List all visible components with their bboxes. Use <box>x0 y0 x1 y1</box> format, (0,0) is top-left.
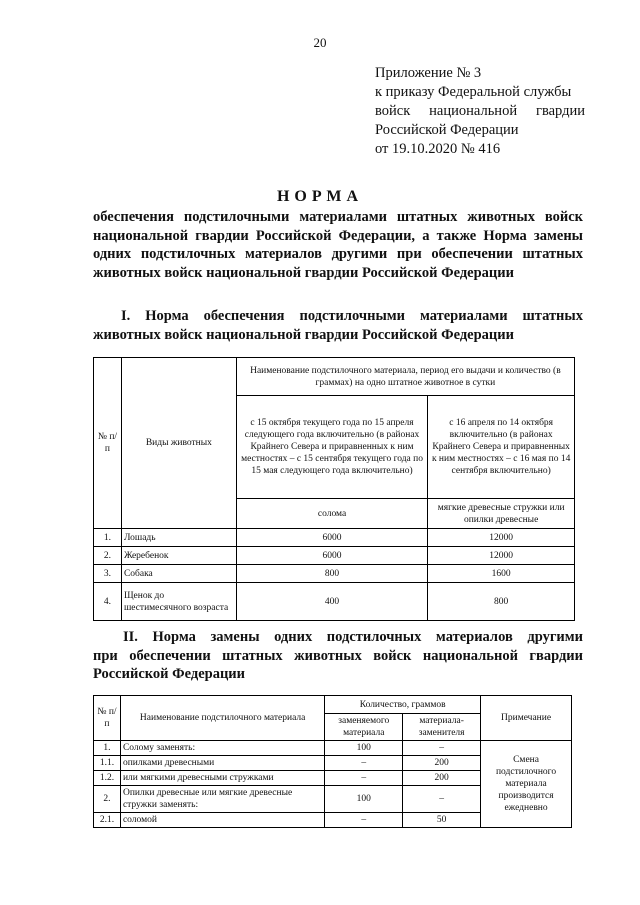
row-animal: Щенок до шестимесячного возраста <box>121 583 236 621</box>
col-note-header: Примечание <box>481 696 572 741</box>
row-replaced: – <box>325 756 403 771</box>
col-replacing-header: материала-заменителя <box>403 714 481 741</box>
section2-title-line: при обеспечении штатных животных войск национальной гвардии <box>93 647 583 664</box>
heading-line: национальной гвардии Российской Федерации, а также Норма замены <box>93 227 583 244</box>
section2-title-line: Российской Федерации <box>93 666 246 682</box>
row-name: или мягкими древесными стружками <box>120 771 324 786</box>
row-num: 4. <box>94 583 122 621</box>
row-replacing: – <box>403 786 481 813</box>
col-group-header: Наименование подстилочного материала, период его выдачи и количество (в граммах) на одно штатное животное в сутки <box>236 358 574 396</box>
row-num: 1. <box>94 741 121 756</box>
row-num: 1. <box>94 529 122 547</box>
row-replacing: 200 <box>403 771 481 786</box>
row-replacing: 50 <box>403 813 481 828</box>
material-straw-header: солома <box>236 499 428 529</box>
row-replaced: – <box>325 771 403 786</box>
row-replaced: 100 <box>325 786 403 813</box>
row-replacing: – <box>403 741 481 756</box>
row-value-straw: 800 <box>236 565 428 583</box>
page-number: 20 <box>313 35 327 50</box>
section2-title-line: II. Норма замены одних подстилочных материалов другими <box>123 629 583 645</box>
row-name: Солому заменять: <box>120 741 324 756</box>
appendix-line: войск национальной гвардии <box>375 103 585 119</box>
col-name-header: Наименование подстилочного материала <box>120 696 324 741</box>
table-row <box>94 529 575 547</box>
row-num: 2. <box>94 547 122 565</box>
period-winter-header: с 15 октября текущего года по 15 апреля следующего года включительно (в районах Крайнего Севера и приравненных к ним местностях – с 15 сентября текущего года по 15 мая следующего года включительно) <box>236 396 428 499</box>
col-num-header: № п/п <box>94 358 122 529</box>
section2-title <box>93 628 583 684</box>
row-value-shavings: 800 <box>428 583 575 621</box>
section1-title-line: I. Норма обеспечения подстилочными материалами штатных <box>121 308 583 324</box>
heading-line: животных войск национальной гвардии Российской Федерации <box>93 264 514 281</box>
row-num: 1.1. <box>94 756 121 771</box>
appendix-line: Российской Федерации <box>375 122 519 138</box>
row-value-straw: 6000 <box>236 529 428 547</box>
row-value-straw: 6000 <box>236 547 428 565</box>
document-heading <box>93 208 583 282</box>
row-replaced: – <box>325 813 403 828</box>
note-cell: Смена подстилочного материала производится ежедневно <box>481 741 572 828</box>
document-title: НОРМА <box>276 188 363 205</box>
row-animal: Жеребенок <box>121 547 236 565</box>
row-num: 2.1. <box>94 813 121 828</box>
table-row <box>94 547 575 565</box>
period-summer-header: с 16 апреля по 14 октября включительно (в районах Крайнего Севера и приравненных к ним местностях – с 16 мая по 14 сентября включительно) <box>428 396 575 499</box>
section1-title-line: животных войск национальной гвардии Российской Федерации <box>93 326 514 343</box>
material-shavings-header: мягкие древесные стружки или опилки древесные <box>428 499 575 529</box>
row-name: опилками древесными <box>120 756 324 771</box>
bedding-norm-table <box>93 357 575 621</box>
row-animal: Собака <box>121 565 236 583</box>
table-row <box>94 565 575 583</box>
row-num: 1.2. <box>94 771 121 786</box>
row-num: 3. <box>94 565 122 583</box>
appendix-line: Приложение № 3 <box>375 65 482 81</box>
table-row <box>94 741 572 756</box>
col-animals-header: Виды животных <box>121 358 236 529</box>
heading-line: одних подстилочных материалов другими при обеспечении штатных <box>93 246 583 262</box>
row-name: Опилки древесные или мягкие древесные стружки заменять: <box>120 786 324 813</box>
row-animal: Лошадь <box>121 529 236 547</box>
heading-line: обеспечения подстилочными материалами штатных животных войск <box>93 209 583 225</box>
row-name: соломой <box>120 813 324 828</box>
table-row <box>94 583 575 621</box>
section1-title <box>93 307 583 344</box>
appendix-block <box>375 64 585 159</box>
row-value-shavings: 12000 <box>428 529 575 547</box>
appendix-line: от 19.10.2020 № 416 <box>375 141 501 157</box>
row-replacing: 200 <box>403 756 481 771</box>
row-value-shavings: 12000 <box>428 547 575 565</box>
row-replaced: 100 <box>325 741 403 756</box>
col-replaced-header: заменяемого материала <box>325 714 403 741</box>
bedding-replacement-table <box>93 695 572 828</box>
appendix-line: к приказу Федеральной службы <box>375 84 572 100</box>
col-qty-header: Количество, граммов <box>325 696 481 714</box>
row-num: 2. <box>94 786 121 813</box>
row-value-straw: 400 <box>236 583 428 621</box>
row-value-shavings: 1600 <box>428 565 575 583</box>
col-num-header: № п/п <box>94 696 121 741</box>
